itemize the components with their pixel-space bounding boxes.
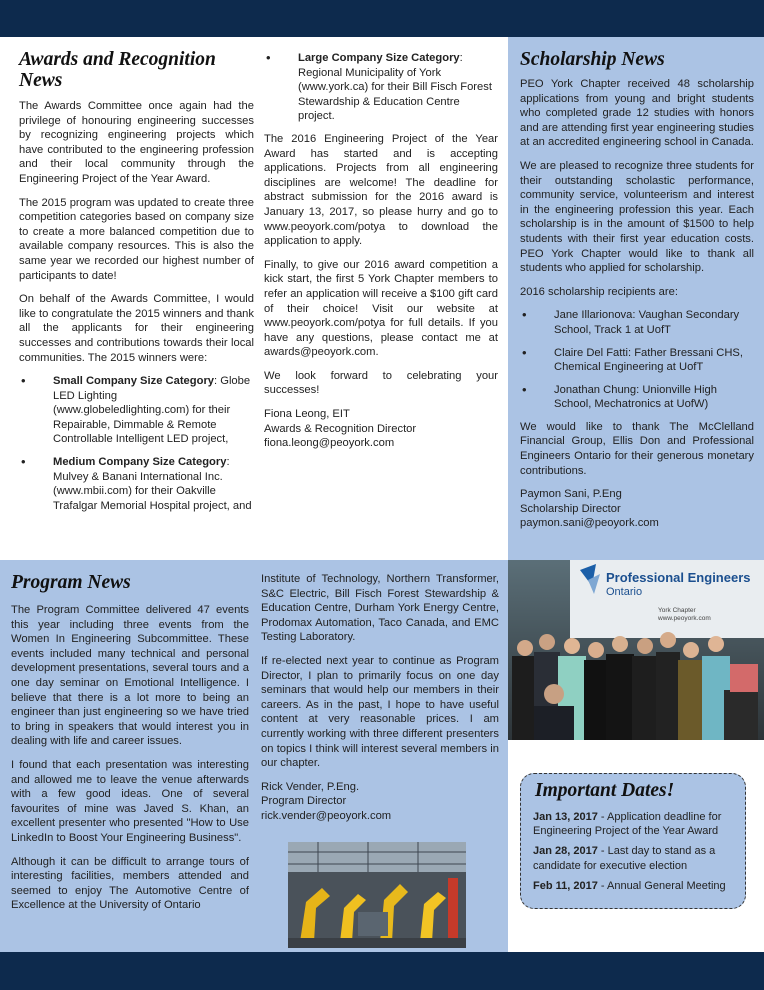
winners-list-continued bbox=[264, 51, 498, 124]
awards-paragraph: The Awards Committee once again had the privilege of honouring engineering successes by recognizing engineering projects which have contributed to the engineering profession and their local community through the Engineering Project of the Year Award. bbox=[19, 100, 254, 185]
date-item bbox=[533, 844, 733, 872]
list-item bbox=[19, 374, 254, 447]
awards-paragraph: On behalf of the Awards Committee, I would like to congratulate the 2015 winners and thank all the applicants for their engineering successes and contributions towards their local communities. The 2015 winners were: bbox=[19, 293, 254, 364]
program-paragraph: Institute of Technology, Northern Transformer, S&C Electric, Bill Fisch Forest Stewardship & Education Centre, Durham York Energy Centre, Prodomax Automation, Taco Canada, and EMC Testing Laboratory. bbox=[261, 573, 499, 644]
date-item bbox=[533, 879, 733, 893]
winner-category: Large Company Size Category bbox=[298, 52, 460, 64]
factory-photo bbox=[288, 842, 466, 948]
signature-name: Paymon Sani, P.Eng bbox=[520, 488, 622, 501]
awards-column-left bbox=[19, 49, 254, 521]
program-title: Program News bbox=[11, 572, 131, 593]
awards-column-right bbox=[264, 51, 498, 451]
banner-text: www.peoyork.com bbox=[658, 615, 711, 622]
list-item: • Jane Illarionova: Vaughan Secondary School, Track 1 at UofT bbox=[520, 308, 754, 337]
scholarship-paragraph: We would like to thank The McClelland Financial Group, Ellis Don and Professional Engineers Ontario for their generous monetary contributions. bbox=[520, 420, 754, 477]
awards-paragraph: We look forward to celebrating your successes! bbox=[264, 369, 498, 397]
dates-title: Important Dates! bbox=[535, 780, 675, 801]
banner-text: Ontario bbox=[606, 586, 643, 598]
list-item: • Jonathan Chung: Unionville High School, Mechatronics at UofW) bbox=[520, 383, 754, 412]
program-column-left bbox=[11, 572, 249, 922]
list-item: • Claire Del Fatti: Father Bressani CHS, Chemical Engineering at UofT bbox=[520, 346, 754, 375]
date-description: - Annual General Meeting bbox=[597, 879, 726, 892]
scholarship-column bbox=[520, 49, 754, 531]
winner-text: : Globe LED Lighting (www.globeledlighting.com) for their Repairable, Dimmable & Remote Controllable Intelligent LED project, bbox=[53, 375, 251, 446]
program-paragraph: Although it can be difficult to arrange tours of interesting facilities, members attended and seemed to enjoy The Automotive Centre of Excellence at the University of Ontario bbox=[11, 855, 249, 912]
program-paragraph: If re-elected next year to continue as Program Director, I plan to primarily focus on one day seminars that would help our members in their careers. As in the past, I hope to have useful content at very reasonable prices. I am currently working with three different presenters on topics I think will interest several members in our chapter. bbox=[261, 654, 499, 770]
awards-title: Awards and Recognition News bbox=[19, 49, 216, 91]
date-value: Jan 13, 2017 bbox=[533, 811, 598, 823]
awards-paragraph: The 2016 Engineering Project of the Year Award has started and is accepting applications. Projects from all engineering disciplines are welcome! The deadline for abstract submission for the 2016 award is January 13, 2017, so please hurry and go to www.peoyork.com/potya to download the application to apply. bbox=[264, 132, 498, 248]
scholarship-title: Scholarship News bbox=[520, 49, 665, 70]
program-paragraph: I found that each presentation was interesting and allowed me to leave the venue afterwards with a few good ideas. One of several favourites of mine was Javed S. Khan, an excellent presenter who presented "How to Use LinkedIn to Boost Your Engineering Business". bbox=[11, 758, 249, 844]
awards-section bbox=[0, 37, 508, 560]
awards-paragraph: Finally, to give our 2016 award competition a kick start, the first 5 York Chapter members to refer an application will receive a $100 gift card of their choice! Visit our website at www.peoyork.com/potya for full details. If you have any questions, please contact me at awards@peoyork.com. bbox=[264, 258, 498, 359]
banner-text: York Chapter bbox=[658, 607, 696, 614]
winner-text: : Mulvey & Banani International Inc. (www.mbii.com) for their Oakville Trafalgar Memorial Hospital project, and bbox=[53, 456, 252, 512]
signature-name: Rick Vender, P.Eng. bbox=[261, 780, 360, 793]
scholarship-paragraph: We are pleased to recognize three students for their outstanding scholastic performance, community service, volunteerism and interest in the engineering profession this year. Each scholarship is in the amount of $1500 to help students with their first year education costs. PEO York Chapter would like to thank all students who applied for scholarship. bbox=[520, 159, 754, 275]
top-banner bbox=[0, 0, 764, 37]
date-description: - Application deadline for Engineering Project of the Year Award bbox=[533, 811, 722, 838]
date-item bbox=[533, 810, 733, 838]
winner-category: Small Company Size Category bbox=[53, 375, 215, 388]
factory-photo-image bbox=[288, 842, 466, 948]
signature-email[interactable]: paymon.sani@peoyork.com bbox=[520, 517, 659, 530]
group-photo-image bbox=[508, 560, 764, 740]
bottom-banner bbox=[0, 952, 764, 990]
winner-category: Medium Company Size Category bbox=[53, 456, 227, 469]
recipients-list bbox=[520, 308, 754, 412]
awards-paragraph: The 2015 program was updated to create three competition categories based on company size to create a more balanced competition due to available company resources. This is also the same year we recorded our highest number of participants to date! bbox=[19, 196, 254, 282]
banner-text: Professional Engineers bbox=[606, 570, 751, 585]
program-paragraph: The Program Committee delivered 47 events this year including three events from the Women In Engineering Subcommittee. These events included many technical and personal development presentations, several tours and a one day seminar on Emotional Intelligence. I believe that there is a lot more to being an engineer than just engineering so we have tried to bring in speakers that would interest you in dealing with life and career issues. bbox=[11, 604, 249, 748]
scholarship-paragraph: PEO York Chapter received 48 scholarship applications from young and bright students who completed grade 12 studies with honors and are attending first year engineering studies at an accredited engineering school in Canada. bbox=[520, 78, 754, 149]
important-dates-box bbox=[520, 773, 746, 909]
list-item bbox=[264, 51, 498, 124]
scholarship-section bbox=[508, 37, 764, 560]
scholarship-paragraph: 2016 scholarship recipients are: bbox=[520, 285, 678, 298]
signature-email[interactable]: rick.vender@peoyork.com bbox=[261, 809, 392, 822]
group-photo bbox=[508, 560, 764, 740]
winners-list bbox=[19, 374, 254, 513]
winner-text: : Regional Municipality of York (www.york.ca) for their Bill Fisch Forest Stewardship & Education Centre project. bbox=[298, 52, 492, 123]
signature-title: Scholarship Director bbox=[520, 502, 621, 515]
signature-title: Awards & Recognition Director bbox=[264, 422, 417, 435]
date-description: - Last day to stand as a candidate for executive election bbox=[533, 845, 716, 872]
signature-title: Program Director bbox=[261, 795, 347, 808]
program-column-right bbox=[261, 572, 499, 824]
date-value: Feb 11, 2017 bbox=[533, 879, 598, 892]
date-value: Jan 28, 2017 bbox=[533, 845, 598, 858]
signature-name: Fiona Leong, EIT bbox=[264, 408, 350, 421]
signature-email[interactable]: fiona.leong@peoyork.com bbox=[264, 437, 395, 450]
list-item bbox=[19, 455, 254, 513]
